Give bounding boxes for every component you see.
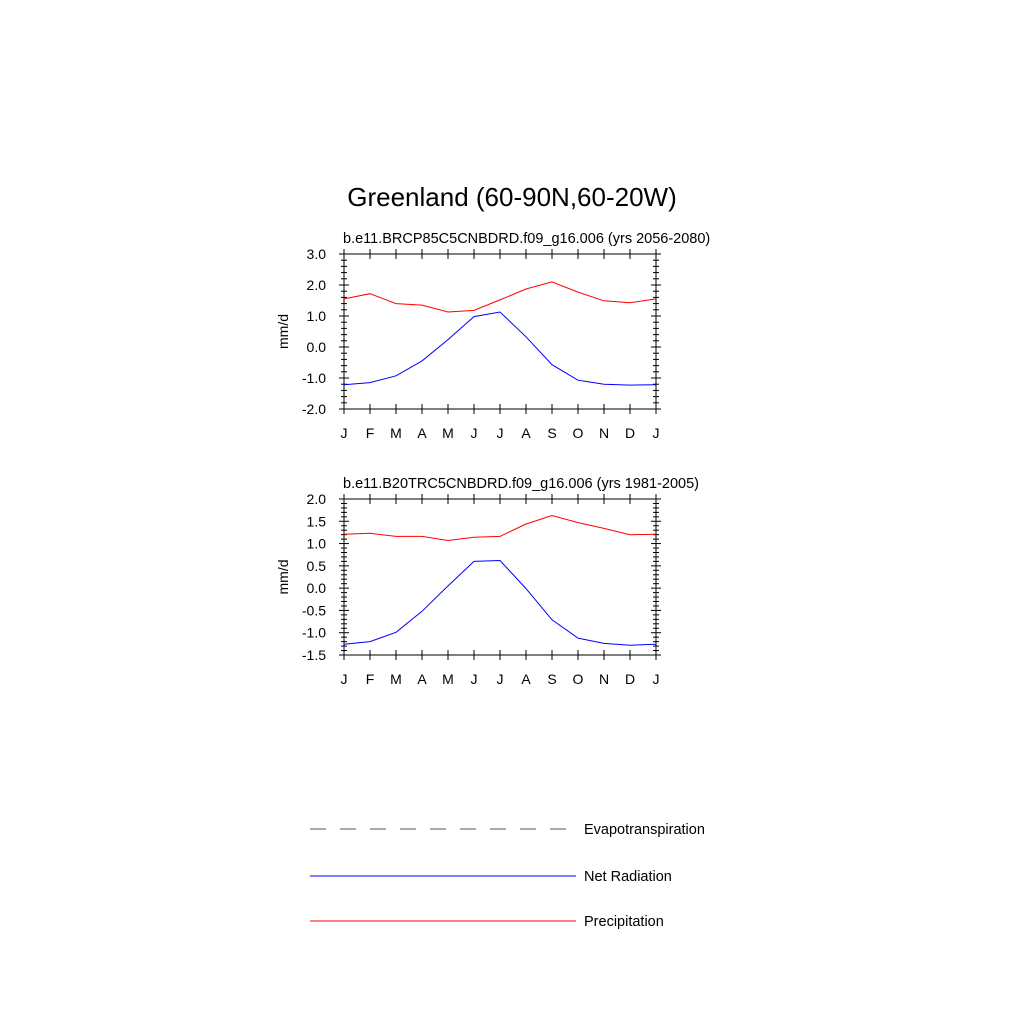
plot-frame xyxy=(344,499,656,655)
x-tick-label: S xyxy=(547,671,557,687)
x-tick-label: M xyxy=(390,671,402,687)
x-tick-label: J xyxy=(340,671,348,687)
x-tick-label: N xyxy=(598,425,610,441)
legend-label-evapotranspiration: Evapotranspiration xyxy=(584,822,705,838)
y-tick-label: 0.0 xyxy=(306,339,326,355)
figure-title: Greenland (60-90N,60-20W) xyxy=(347,182,677,212)
x-tick-label: N xyxy=(598,671,610,687)
x-tick-label: D xyxy=(624,671,636,687)
series-line-precipitation xyxy=(344,516,656,541)
plot-frame xyxy=(344,254,656,409)
y-tick-label: 3.0 xyxy=(306,246,326,262)
x-tick-label: J xyxy=(496,671,504,687)
x-tick-label: J xyxy=(652,671,660,687)
x-tick-label: A xyxy=(417,671,427,687)
y-tick-label: -1.0 xyxy=(301,624,326,641)
x-tick-label: M xyxy=(442,671,454,687)
y-tick-label: -1.0 xyxy=(301,370,326,386)
x-tick-label: J xyxy=(340,425,348,441)
x-tick-label: M xyxy=(390,425,402,441)
x-tick-label: A xyxy=(521,671,531,687)
x-tick-label: A xyxy=(417,425,427,441)
x-tick-label: F xyxy=(365,671,375,687)
y-tick-label: -2.0 xyxy=(301,401,326,417)
series-line-net-radiation xyxy=(344,312,656,385)
y-tick-label: 1.5 xyxy=(306,513,326,530)
legend-label-precipitation: Precipitation xyxy=(584,914,664,930)
x-tick-label: F xyxy=(365,425,375,441)
x-tick-label: J xyxy=(652,425,660,441)
x-tick-label: S xyxy=(547,425,557,441)
x-tick-label: J xyxy=(496,425,504,441)
y-axis-label: mm/d xyxy=(275,559,291,595)
chart-panel-1 xyxy=(275,231,710,441)
y-tick-label: 0.5 xyxy=(306,557,326,574)
y-axis-label: mm/d xyxy=(275,314,291,349)
chart-panel-2 xyxy=(275,476,699,687)
chart-subtitle: b.e11.BRCP85C5CNBDRD.f09_g16.006 (yrs 2056-2080) xyxy=(343,231,711,247)
x-tick-label: J xyxy=(470,671,478,687)
x-tick-label: A xyxy=(521,425,531,441)
y-tick-label: 1.0 xyxy=(306,308,326,324)
y-tick-label: 0.0 xyxy=(306,580,326,597)
x-tick-label: J xyxy=(470,425,478,441)
series-line-precipitation xyxy=(344,282,656,312)
series-line-net-radiation xyxy=(344,561,656,646)
x-tick-label: O xyxy=(572,425,584,441)
y-tick-label: -0.5 xyxy=(301,602,326,619)
y-tick-label: 2.0 xyxy=(306,491,326,507)
y-tick-label: 1.0 xyxy=(306,535,326,552)
y-tick-label: -1.5 xyxy=(301,647,326,663)
y-tick-label: 2.0 xyxy=(306,277,326,293)
chart-panels xyxy=(275,231,710,687)
legend-label-net-radiation: Net Radiation xyxy=(584,869,672,885)
chart-subtitle: b.e11.B20TRC5CNBDRD.f09_g16.006 (yrs 1981-2005) xyxy=(343,476,699,492)
x-tick-label: D xyxy=(624,425,636,441)
x-tick-label: M xyxy=(442,425,454,441)
x-tick-label: O xyxy=(572,671,584,687)
legend xyxy=(310,822,705,930)
